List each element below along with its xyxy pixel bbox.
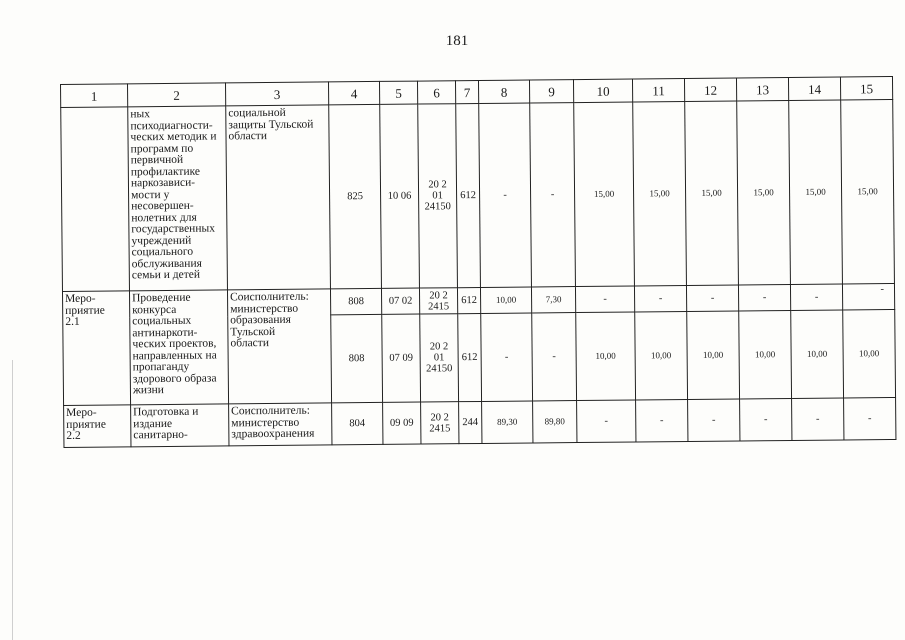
description-cell: ных психодиагности- ческих методик и программ по первичной профилактике наркозависи- мости у несовершен- нолетних для государственных учреждений социального обслуживания семьи и детей [128,106,228,291]
value-cell: - [790,284,842,310]
grbs-cell: 825 [329,104,382,288]
header-cell: 13 [736,78,788,101]
value-cell: 15,00 [841,100,895,284]
expense-type-cell: 612 [457,287,480,313]
value-cell: - [842,283,894,309]
value-cell: 10,00 [635,311,688,399]
description-cell: Подготовка и издание санитарно- [131,404,229,447]
value-cell: 10,00 [687,311,740,399]
target-cell: 20 2 01 24150 [418,104,458,288]
header-cell: 10 [573,79,632,103]
expense-type-cell: 244 [459,401,482,443]
grbs-cell: 808 [330,288,381,314]
table-row [64,397,896,447]
section-cell: 09 09 [383,402,421,444]
value-cell: - [738,284,790,310]
header-cell: 14 [788,77,840,100]
value-cell: 89,80 [533,401,577,443]
header-cell: 12 [684,78,736,101]
value-cell: - [844,397,896,439]
value-cell: 10,00 [791,310,844,398]
value-cell: - [792,398,844,440]
value-cell: - [479,103,532,287]
section-cell: 10 06 [380,104,420,288]
value-cell: 15,00 [633,102,687,286]
value-cell: 10,00 [480,287,531,313]
value-cell: 10,00 [843,309,896,397]
executor-cell: Соисполнитель: министерство образования Тульской области [227,289,331,404]
value-cell: - [481,313,533,401]
expense-type-cell: 612 [458,313,482,401]
header-cell: 1 [61,84,128,108]
scan-edge-line [12,360,13,640]
header-cell: 7 [455,80,478,103]
header-cell: 6 [417,81,455,104]
value-cell: 10,00 [576,312,636,401]
target-cell: 20 2 01 24150 [420,314,459,402]
value-cell: 10,00 [739,310,792,398]
header-cell: 9 [529,80,573,103]
value-cell: - [740,398,792,440]
measure-cell: Меро- приятие 2.1 [62,291,130,406]
executor-cell: социальной защиты Тульской области [226,105,331,290]
value-cell: - [575,286,634,313]
header-cell: 8 [478,80,529,103]
header-cell: 3 [225,82,328,106]
budget-table [60,76,896,448]
value-cell: 15,00 [574,102,635,287]
header-cell: 11 [632,79,684,102]
value-cell: - [577,400,636,443]
target-cell: 20 2 2415 [419,288,457,314]
section-cell: 07 09 [382,314,421,402]
value-cell: - [532,313,577,401]
value-cell: - [634,285,686,311]
value-cell: 15,00 [789,100,843,284]
value-cell: 15,00 [737,101,791,285]
section-cell: 07 02 [381,288,419,314]
header-cell: 15 [840,77,892,100]
measure-cell [61,107,130,292]
executor-cell: Соисполнитель: министерство здравоохранения [229,403,332,446]
header-cell: 4 [328,81,379,104]
grbs-cell: 804 [332,402,383,444]
header-cell: 2 [128,83,226,107]
value-cell: - [530,103,576,287]
expense-type-cell: 612 [456,103,481,287]
grbs-cell: 808 [331,314,383,402]
value-cell: 89,30 [482,401,533,443]
header-cell: 5 [379,81,417,104]
value-cell: - [688,399,740,441]
target-cell: 20 2 2415 [421,402,459,444]
value-cell: 7,30 [531,287,575,313]
value-cell: 15,00 [685,101,739,285]
value-cell: - [686,285,738,311]
value-cell: - [636,399,688,441]
measure-cell: Меро- приятие 2.2 [64,405,131,448]
page-number: 181 [445,33,469,49]
table-row [61,100,895,292]
description-cell: Проведение конкурса социальных антинаркоти- ческих проектов, направленных на пропаганду здорового образа жизни [129,290,228,405]
